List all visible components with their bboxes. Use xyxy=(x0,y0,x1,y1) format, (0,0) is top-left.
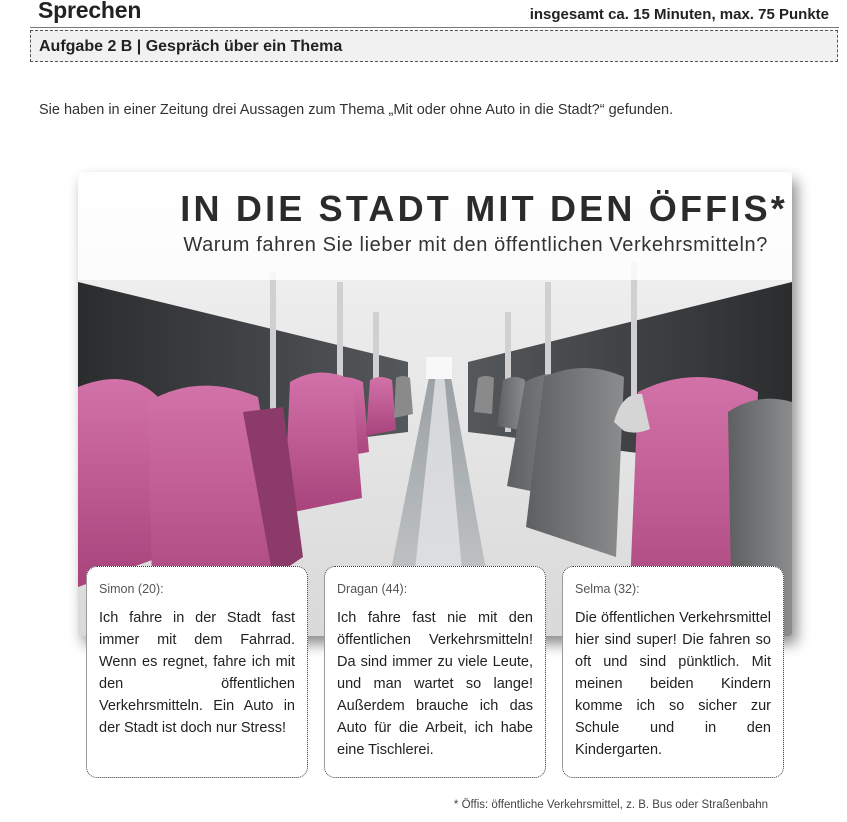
card-subline: Warum fahren Sie lieber mit den öffentlichen Verkehrsmitteln? xyxy=(183,234,768,256)
quote-box-dragan xyxy=(324,566,546,778)
time-info: insgesamt ca. 15 Minuten, max. 75 Punkte xyxy=(529,6,829,23)
quote-text: Ich fahre in der Stadt fast immer mit dem Fahrrad. Wenn es regnet, fahre ich mit den öffentlichen Verkehrsmitteln. Ein Auto in der Stadt ist doch nur Stress! xyxy=(99,610,295,736)
quote-text: Die öffentlichen Verkehrsmittel hier sind super! Die fahren so oft und sind pünktlich. Mit meinen beiden Kindern komme ich so sicher zur Schule und in den Kindergarten. xyxy=(575,610,771,758)
task-bar xyxy=(30,30,838,62)
task-label: Aufgabe 2 B | Gespräch über ein Thema xyxy=(39,38,343,55)
quote-name: Selma (32): xyxy=(575,582,640,596)
header-divider xyxy=(30,27,839,28)
quote-box-selma xyxy=(562,566,784,778)
intro-text: Sie haben in einer Zeitung drei Aussagen zum Thema „Mit oder ohne Auto in die Stadt?“ gefunden. xyxy=(39,102,674,118)
quote-name: Dragan (44): xyxy=(337,582,408,596)
footnote: * Öffis: öffentliche Verkehrsmittel, z. B. Bus oder Straßenbahn xyxy=(453,799,768,811)
quote-text: Ich fahre fast nie mit den öffentlichen Verkehrsmitteln! Da sind immer zu viele Leute, und man wartet so lange! Außerdem brauche ich das Auto für die Arbeit, ich habe eine Tischlerei. xyxy=(337,610,533,758)
quote-name: Simon (20): xyxy=(99,582,164,596)
quote-box-simon xyxy=(86,566,308,778)
section-title: Sprechen xyxy=(38,0,142,23)
card-headline: IN DIE STADT MIT DEN ÖFFIS* xyxy=(180,188,788,229)
